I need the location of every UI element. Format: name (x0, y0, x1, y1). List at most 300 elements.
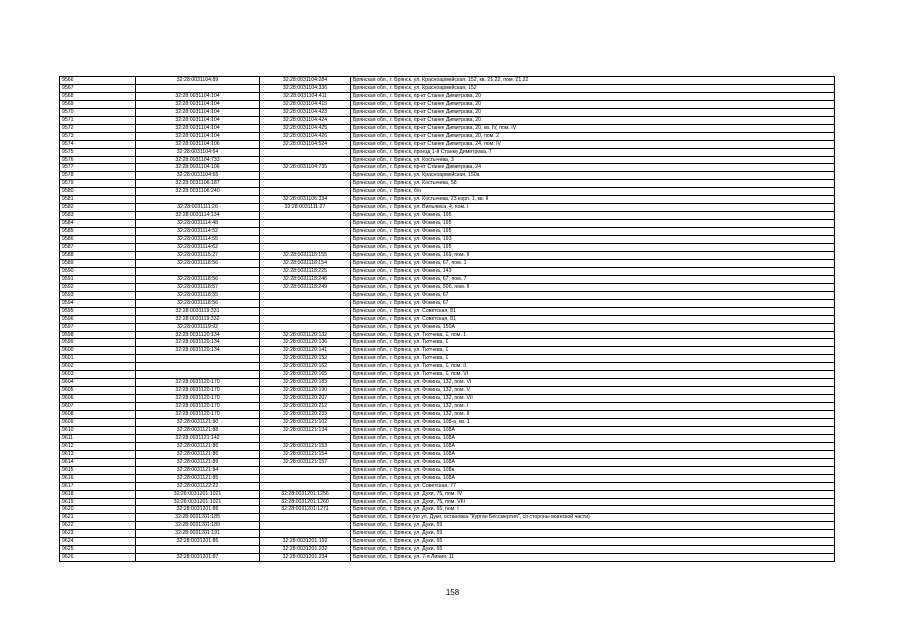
row-number-cell: 9583 (60, 212, 136, 220)
row-number-cell: 9573 (60, 132, 136, 140)
cadastral-number-cell: 32:28:0031120:152 (260, 355, 351, 363)
cadastral-number-cell (260, 236, 351, 244)
address-cell: Брянская обл., г. Брянск, ул. Дуки, 75, пом. VIII (351, 498, 835, 506)
table-row (60, 426, 835, 434)
table-row (60, 116, 835, 124)
parent-cadastral-number-cell: 32:28:0031104:106 (136, 164, 260, 172)
row-number-cell: 9598 (60, 331, 136, 339)
parent-cadastral-number-cell (136, 371, 260, 379)
table-row (60, 251, 835, 259)
address-cell: Брянская обл., г. Брянск, ул. Фокина, 132, пом. I (351, 403, 835, 411)
cadastral-number-cell: 32:28:0031115:155 (260, 251, 351, 259)
address-cell: Брянская обл., г. Брянск, пр-кт Станке Димитрова, 20 (351, 100, 835, 108)
address-cell: Брянская обл., г. Брянск, ул. Фокина, 108А (351, 474, 835, 482)
table-row (60, 124, 835, 132)
parent-cadastral-number-cell: 32:28:0031201:191 (136, 530, 260, 538)
row-number-cell: 9625 (60, 546, 136, 554)
table-row (60, 363, 835, 371)
table-row (60, 299, 835, 307)
address-cell: Брянская обл., г. Брянск, ул. Дуки, 59 (351, 530, 835, 538)
row-number-cell: 9586 (60, 236, 136, 244)
address-cell: Брянская обл., г. Брянск, ул. Советская, 77 (351, 482, 835, 490)
table-row (60, 259, 835, 267)
row-number-cell: 9569 (60, 100, 136, 108)
row-number-cell: 9572 (60, 124, 136, 132)
cadastral-number-cell (260, 514, 351, 522)
address-cell: Брянская обл., г. Брянск, ул. Фокина, 150А (351, 323, 835, 331)
table-row (60, 458, 835, 466)
row-number-cell: 9578 (60, 172, 136, 180)
address-cell: Брянская обл., г. Брянск, ул. Тютчева, 1, пом. VI (351, 371, 835, 379)
row-number-cell: 9624 (60, 538, 136, 546)
cadastral-number-cell (260, 315, 351, 323)
address-cell: Брянская обл., г. Брянск, б/н (351, 188, 835, 196)
table-row (60, 84, 835, 92)
address-cell: Брянская обл., г. Брянск, ул. Фокина, 108А (351, 458, 835, 466)
parent-cadastral-number-cell: 32:28:0031121:86 (136, 442, 260, 450)
table-row (60, 411, 835, 419)
address-cell: Брянская обл., г. Брянск, ул. Дуки, 65 (351, 546, 835, 554)
row-number-cell: 9606 (60, 395, 136, 403)
parent-cadastral-number-cell: 32:28:0031121:90 (136, 418, 260, 426)
parent-cadastral-number-cell: 32:28:0031120:170 (136, 411, 260, 419)
cadastral-number-cell (260, 474, 351, 482)
cadastral-number-cell: 32:28:0031104:424 (260, 116, 351, 124)
parent-cadastral-number-cell: 32:28:0031111:26 (136, 204, 260, 212)
cadastral-number-cell: 32:28:0031120:141 (260, 347, 351, 355)
parent-cadastral-number-cell (136, 196, 260, 204)
cadastral-number-cell: 32:28:0031120:132 (260, 331, 351, 339)
address-cell: Брянская обл., г. Брянск, ул. Дуки, 65 (351, 538, 835, 546)
table-row (60, 204, 835, 212)
row-number-cell: 9608 (60, 411, 136, 419)
cadastral-number-cell (260, 482, 351, 490)
row-number-cell: 9623 (60, 530, 136, 538)
table-row (60, 546, 835, 554)
row-number-cell: 9571 (60, 116, 136, 124)
table-row (60, 220, 835, 228)
cadastral-number-cell: 32:28:0031118:246 (260, 275, 351, 283)
cadastral-number-cell: 32:28:0031104:425 (260, 124, 351, 132)
address-cell: Брянская обл., г. Брянск, ул. Костычева, 3 (351, 156, 835, 164)
row-number-cell: 9589 (60, 259, 136, 267)
row-number-cell: 9611 (60, 434, 136, 442)
table-row (60, 434, 835, 442)
row-number-cell: 9597 (60, 323, 136, 331)
cadastral-number-cell: 32:28:0031104:411 (260, 92, 351, 100)
parent-cadastral-number-cell: 32:28:0031121:89 (136, 458, 260, 466)
address-cell: Брянская обл., г. Брянск, ул. Тютчева, 1, пом. II (351, 363, 835, 371)
table-row (60, 267, 835, 275)
row-number-cell: 9613 (60, 450, 136, 458)
address-cell: Брянская обл., г. Брянск, пр-кт Станке Димитрова, 20 (351, 116, 835, 124)
cadastral-number-cell: 32:28:0031120:165 (260, 371, 351, 379)
table-row (60, 379, 835, 387)
cadastral-number-cell (260, 212, 351, 220)
row-number-cell: 9581 (60, 196, 136, 204)
address-cell: Брянская обл., г. Брянск, пр-кт Станке Димитрова, 24, пом. IV (351, 140, 835, 148)
table-row (60, 395, 835, 403)
row-number-cell: 9614 (60, 458, 136, 466)
parent-cadastral-number-cell: 32:28:0031118:56 (136, 275, 260, 283)
cadastral-number-cell: 32:28:0031201:1271 (260, 506, 351, 514)
address-cell: Брянская обл., г. Брянск, ул. Фокина, 50б, пом. II (351, 283, 835, 291)
parent-cadastral-number-cell: 32:28:0031114:52 (136, 228, 260, 236)
cadastral-number-cell (260, 434, 351, 442)
parent-cadastral-number-cell: 32:28:0031104:104 (136, 116, 260, 124)
row-number-cell: 9621 (60, 514, 136, 522)
address-cell: Брянская обл., г. Брянск, ул. Фокина, 143 (351, 267, 835, 275)
parent-cadastral-number-cell: 32:28:0031104:106 (136, 140, 260, 148)
row-number-cell: 9616 (60, 474, 136, 482)
parent-cadastral-number-cell: 32:28:0031118:56 (136, 299, 260, 307)
table-row (60, 506, 835, 514)
parent-cadastral-number-cell (136, 355, 260, 363)
address-cell: Брянская обл., г. Брянск, ул. Фокина, 67, пом. 1 (351, 259, 835, 267)
address-cell: Брянская обл., г. Брянск, ул. Фокина, 132, пом. VI (351, 379, 835, 387)
address-cell: Брянская обл., г. Брянск, ул. Фокина, 132, пом. V (351, 387, 835, 395)
cadastral-number-cell: 32:28:0031104:735 (260, 164, 351, 172)
row-number-cell: 9605 (60, 387, 136, 395)
table-row (60, 474, 835, 482)
parent-cadastral-number-cell: 32:28:0031201:185 (136, 514, 260, 522)
cadastral-number-cell: 32:28:0031104:415 (260, 100, 351, 108)
cadastral-number-cell: 32:28:0031106:334 (260, 196, 351, 204)
table-row (60, 323, 835, 331)
cadastral-number-cell (260, 188, 351, 196)
table-row (60, 212, 835, 220)
row-number-cell: 9604 (60, 379, 136, 387)
parent-cadastral-number-cell: 32:28:0031201:87 (136, 554, 260, 562)
parent-cadastral-number-cell: 32:28:0031106:187 (136, 180, 260, 188)
address-cell: Брянская обл., г. Брянск, ул. Фокина, 195 (351, 244, 835, 252)
parent-cadastral-number-cell: 32:28:0031121:86 (136, 450, 260, 458)
table-row (60, 291, 835, 299)
address-cell: Брянская обл., г. Брянск, ул. Фокина, 108а (351, 466, 835, 474)
row-number-cell: 9575 (60, 148, 136, 156)
address-cell: Брянская обл., г. Брянск, ул. Красноармейская, 152 (351, 84, 835, 92)
parent-cadastral-number-cell: 32:28:0031118:56 (136, 259, 260, 267)
address-cell: Брянская обл., г. Брянск, ул. Фокина, 132, пом. VII (351, 395, 835, 403)
cadastral-number-cell: 32:28:0031111:27 (260, 204, 351, 212)
table-row (60, 371, 835, 379)
row-number-cell: 9618 (60, 490, 136, 498)
address-cell: Брянская обл., г. Брянск, ул. Тютчева, 1 (351, 355, 835, 363)
row-number-cell: 9612 (60, 442, 136, 450)
cadastral-number-cell: 32:28:0031120:136 (260, 339, 351, 347)
parent-cadastral-number-cell: 32:28:0031104:89 (136, 77, 260, 85)
parent-cadastral-number-cell: 32:28:0031104:104 (136, 108, 260, 116)
parent-cadastral-number-cell (136, 84, 260, 92)
address-cell: Брянская обл., г. Брянск, ул. Советская, 81 (351, 307, 835, 315)
row-number-cell: 9579 (60, 180, 136, 188)
address-cell: Брянская обл., г. Брянск, ул. Красноармейская, 152, кв. 21,22, пом. 21,22 (351, 77, 835, 85)
parent-cadastral-number-cell: 32:28:0031118:55 (136, 291, 260, 299)
cadastral-number-cell: 32:28:0031121:153 (260, 442, 351, 450)
table-row (60, 450, 835, 458)
address-cell: Брянская обл., г. Брянск, ул. Костычева, 58 (351, 180, 835, 188)
row-number-cell: 9599 (60, 339, 136, 347)
address-cell: Брянская обл., г. Брянск, ул. Дуки, 59 (351, 522, 835, 530)
table-row (60, 132, 835, 140)
row-number-cell: 9587 (60, 244, 136, 252)
row-number-cell: 9626 (60, 554, 136, 562)
row-number-cell: 9596 (60, 315, 136, 323)
parent-cadastral-number-cell: 32:28:0031121:142 (136, 434, 260, 442)
parent-cadastral-number-cell: 32:28:0031120:170 (136, 395, 260, 403)
address-cell: Брянская обл., г. Брянск, ул. Фокина, 169, пом. II (351, 251, 835, 259)
table-row (60, 164, 835, 172)
table-row (60, 172, 835, 180)
table-row (60, 307, 835, 315)
cadastral-number-cell (260, 244, 351, 252)
parent-cadastral-number-cell: 32:28:0031201:189 (136, 522, 260, 530)
parent-cadastral-number-cell: 32:28:0031120:170 (136, 379, 260, 387)
address-cell: Брянская обл., г. Брянск, ул. Фокина, 108А (351, 426, 835, 434)
row-number-cell: 9591 (60, 275, 136, 283)
table-row (60, 387, 835, 395)
parent-cadastral-number-cell: 32:28:0031120:170 (136, 403, 260, 411)
table-row (60, 514, 835, 522)
table-row (60, 228, 835, 236)
row-number-cell: 9570 (60, 108, 136, 116)
parent-cadastral-number-cell: 32:28:0031115:27 (136, 251, 260, 259)
table-row (60, 100, 835, 108)
table-row (60, 466, 835, 474)
table-row (60, 498, 835, 506)
address-cell: Брянская обл., г. Брянск, пр-кт Станке Димитрова, 20, пом. 2 (351, 132, 835, 140)
table-row (60, 355, 835, 363)
cadastral-number-cell (260, 466, 351, 474)
parent-cadastral-number-cell: 32:28:0031122:22 (136, 482, 260, 490)
table-row (60, 522, 835, 530)
row-number-cell: 9603 (60, 371, 136, 379)
row-number-cell: 9595 (60, 307, 136, 315)
address-cell: Брянская обл., г. Брянск, ул. Фокина, 195 (351, 220, 835, 228)
parent-cadastral-number-cell: 32:28:0031104:104 (136, 124, 260, 132)
cadastral-number-cell: 32:28:0031118:154 (260, 259, 351, 267)
cadastral-number-cell: 32:28:0031104:426 (260, 132, 351, 140)
table-row (60, 275, 835, 283)
cadastral-number-cell: 32:28:0031118:249 (260, 283, 351, 291)
cadastral-number-cell: 32:28:0031121:157 (260, 458, 351, 466)
address-cell: Брянская обл., г. Брянск, ул. Дуки, 75, пом. IV (351, 490, 835, 498)
parent-cadastral-number-cell: 32:28:0031201:1021 (136, 498, 260, 506)
row-number-cell: 9617 (60, 482, 136, 490)
table-row (60, 180, 835, 188)
row-number-cell: 9568 (60, 92, 136, 100)
address-cell: Брянская обл., г. Брянск, ул. Фокина, 108А (351, 442, 835, 450)
parent-cadastral-number-cell: 32:28:0031201:85 (136, 538, 260, 546)
table-row (60, 156, 835, 164)
table-row (60, 108, 835, 116)
address-cell: Брянская обл., г. Брянск, ул. Фокина, 67 (351, 299, 835, 307)
row-number-cell: 9620 (60, 506, 136, 514)
table-row (60, 140, 835, 148)
table-row (60, 482, 835, 490)
cadastral-number-cell: 32:28:0031120:233 (260, 411, 351, 419)
land-registry-table (59, 76, 835, 562)
cadastral-number-cell: 32:28:0031104:336 (260, 84, 351, 92)
table-row (60, 339, 835, 347)
cadastral-number-cell: 32:28:0031120:212 (260, 403, 351, 411)
parent-cadastral-number-cell: 32:28:0031104:104 (136, 92, 260, 100)
address-cell: Брянская обл., г. Брянск, пр-кт Станке Димитрова, 24 (351, 164, 835, 172)
row-number-cell: 9615 (60, 466, 136, 474)
parent-cadastral-number-cell: 32:28:0031119:332 (136, 315, 260, 323)
parent-cadastral-number-cell: 32:28:0031114:55 (136, 236, 260, 244)
address-cell: Брянская обл., г. Брянск, ул. Фокина, 132, пом. II (351, 411, 835, 419)
address-cell: Брянская обл., г. Брянск, ул. Фокина, 193 (351, 236, 835, 244)
cadastral-number-cell: 32:28:0031120:162 (260, 363, 351, 371)
row-number-cell: 9584 (60, 220, 136, 228)
cadastral-number-cell: 32:28:0031201:192 (260, 538, 351, 546)
parent-cadastral-number-cell: 32:28:0031121:85 (136, 474, 260, 482)
row-number-cell: 9590 (60, 267, 136, 275)
address-cell: Брянская обл., г. Брянск, ул. Фокина, 195 (351, 212, 835, 220)
row-number-cell: 9602 (60, 363, 136, 371)
row-number-cell: 9594 (60, 299, 136, 307)
address-cell: Брянская обл., г. Брянск, ул. Фокина, 108-а, кв. 1 (351, 418, 835, 426)
row-number-cell: 9582 (60, 204, 136, 212)
table-row (60, 418, 835, 426)
parent-cadastral-number-cell: 32:28:0031121:88 (136, 426, 260, 434)
cadastral-number-cell: 32:28:0031201:1260 (260, 498, 351, 506)
address-cell: Брянская обл., г. Брянск, проезд 1-й Станке Димитрова, 7 (351, 148, 835, 156)
address-cell: Брянская обл., г. Брянск, ул. 7-я Линия, 11 (351, 554, 835, 562)
parent-cadastral-number-cell: 32:28:0031120:170 (136, 387, 260, 395)
row-number-cell: 9592 (60, 283, 136, 291)
cadastral-number-cell (260, 172, 351, 180)
cadastral-number-cell: 32:28:0031120:183 (260, 379, 351, 387)
cadastral-number-cell (260, 307, 351, 315)
address-cell: Брянская обл., г. Брянск, пр-кт Станке Димитрова, 20, кв. IV, пом. IV (351, 124, 835, 132)
row-number-cell: 9567 (60, 84, 136, 92)
cadastral-number-cell (260, 323, 351, 331)
parent-cadastral-number-cell: 32:28:0031114:48 (136, 220, 260, 228)
address-cell: Брянская обл., г. Брянск, ул. Фокина, 108А (351, 434, 835, 442)
table-row (60, 442, 835, 450)
cadastral-number-cell: 32:28:0031118:225 (260, 267, 351, 275)
cadastral-number-cell (260, 148, 351, 156)
cadastral-number-cell (260, 291, 351, 299)
row-number-cell: 9607 (60, 403, 136, 411)
table-row (60, 331, 835, 339)
page-number: 158 (445, 588, 460, 597)
parent-cadastral-number-cell: 32:28:0031119:331 (136, 307, 260, 315)
address-cell: Брянская обл., г. Брянск, ул. Тютчева, 1, пом. 1 (351, 331, 835, 339)
parent-cadastral-number-cell: 32:28:0031120:134 (136, 331, 260, 339)
address-cell: Брянская обл., г. Брянск, пр-кт Станке Димитрова, 20 (351, 92, 835, 100)
parent-cadastral-number-cell: 32:28:0031120:134 (136, 339, 260, 347)
parent-cadastral-number-cell: 32:28:0031118:57 (136, 283, 260, 291)
row-number-cell: 9622 (60, 522, 136, 530)
parent-cadastral-number-cell: 32:28:0031104:104 (136, 132, 260, 140)
parent-cadastral-number-cell: 32:28:0031106:240 (136, 188, 260, 196)
row-number-cell: 9600 (60, 347, 136, 355)
table-row (60, 188, 835, 196)
cadastral-number-cell: 32:28:0031104:423 (260, 108, 351, 116)
table-row (60, 554, 835, 562)
table-row (60, 283, 835, 291)
table-row (60, 244, 835, 252)
table-row (60, 315, 835, 323)
table-row (60, 490, 835, 498)
address-cell: Брянская обл., г. Брянск, пр-кт Станке Димитрова, 20 (351, 108, 835, 116)
cadastral-number-cell (260, 180, 351, 188)
parent-cadastral-number-cell (136, 363, 260, 371)
row-number-cell: 9566 (60, 77, 136, 85)
table-body (60, 77, 835, 562)
parent-cadastral-number-cell (136, 267, 260, 275)
address-cell: Брянская обл., г. Брянск, ул. Фокина, 67, пом. 7 (351, 275, 835, 283)
cadastral-number-cell (260, 156, 351, 164)
address-cell: Брянская обл., г. Брянск, ул. Фокина, 195 (351, 228, 835, 236)
cadastral-number-cell (260, 228, 351, 236)
parent-cadastral-number-cell: 32:28:0031201:86 (136, 506, 260, 514)
cadastral-number-cell: 32:28:0031120:207 (260, 395, 351, 403)
table-row (60, 148, 835, 156)
cadastral-number-cell: 32:28:0031201:1256 (260, 490, 351, 498)
cadastral-number-cell (260, 220, 351, 228)
row-number-cell: 9576 (60, 156, 136, 164)
address-cell: Брянская обл., г. Брянск, ул. Костычева, 23 корп. 1, кв. II (351, 196, 835, 204)
address-cell: Брянская обл., г. Брянск, ул. Фокина, 67 (351, 291, 835, 299)
parent-cadastral-number-cell (136, 546, 260, 554)
cadastral-number-cell (260, 299, 351, 307)
table-row (60, 403, 835, 411)
parent-cadastral-number-cell: 32:28:0031104:104 (136, 100, 260, 108)
address-cell: Брянская обл., г. Брянск, ул. Вильямса, 4, пом. I (351, 204, 835, 212)
cadastral-number-cell: 32:28:0031121:154 (260, 450, 351, 458)
parent-cadastral-number-cell: 32:28:0031201:1021 (136, 490, 260, 498)
parent-cadastral-number-cell: 32:28:0031114:134 (136, 212, 260, 220)
table-row (60, 530, 835, 538)
row-number-cell: 9593 (60, 291, 136, 299)
table-row (60, 92, 835, 100)
row-number-cell: 9580 (60, 188, 136, 196)
cadastral-number-cell (260, 530, 351, 538)
parent-cadastral-number-cell: 32:28:0031114:62 (136, 244, 260, 252)
cadastral-number-cell: 32:28:0031104:524 (260, 140, 351, 148)
parent-cadastral-number-cell: 32:28:0031104:64 (136, 148, 260, 156)
address-cell: Брянская обл., г. Брянск, ул. Красноармейская, 150а (351, 172, 835, 180)
parent-cadastral-number-cell: 32:28:0031120:134 (136, 347, 260, 355)
cadastral-number-cell: 32:28:0031120:190 (260, 387, 351, 395)
parent-cadastral-number-cell: 32:28:0031104:733 (136, 156, 260, 164)
table-row (60, 538, 835, 546)
address-cell: Брянская обл., г. Брянск, ул. Фокина, 108А (351, 450, 835, 458)
parent-cadastral-number-cell: 32:28:0031119:92 (136, 323, 260, 331)
cadastral-number-cell: 32:28:0031121:134 (260, 426, 351, 434)
cadastral-number-cell: 32:28:0031201:234 (260, 554, 351, 562)
parent-cadastral-number-cell: 32:28:0031121:84 (136, 466, 260, 474)
row-number-cell: 9585 (60, 228, 136, 236)
cadastral-number-cell: 32:28:0031201:232 (260, 546, 351, 554)
cadastral-number-cell: 32:28:0031104:284 (260, 77, 351, 85)
address-cell: Брянская обл., г. Брянск, ул. Тютчева, 1 (351, 347, 835, 355)
cadastral-number-cell: 32:28:0031121:102 (260, 418, 351, 426)
table-row (60, 196, 835, 204)
address-cell: Брянская обл., г. Брянск (по ул. Дуки, остановка "Курган Бессмертия", со стороны воинской части) (351, 514, 835, 522)
row-number-cell: 9601 (60, 355, 136, 363)
row-number-cell: 9574 (60, 140, 136, 148)
cadastral-number-cell (260, 522, 351, 530)
row-number-cell: 9610 (60, 426, 136, 434)
address-cell: Брянская обл., г. Брянск, ул. Советская, 81 (351, 315, 835, 323)
address-cell: Брянская обл., г. Брянск, ул. Тютчева, 1 (351, 339, 835, 347)
table-row (60, 236, 835, 244)
